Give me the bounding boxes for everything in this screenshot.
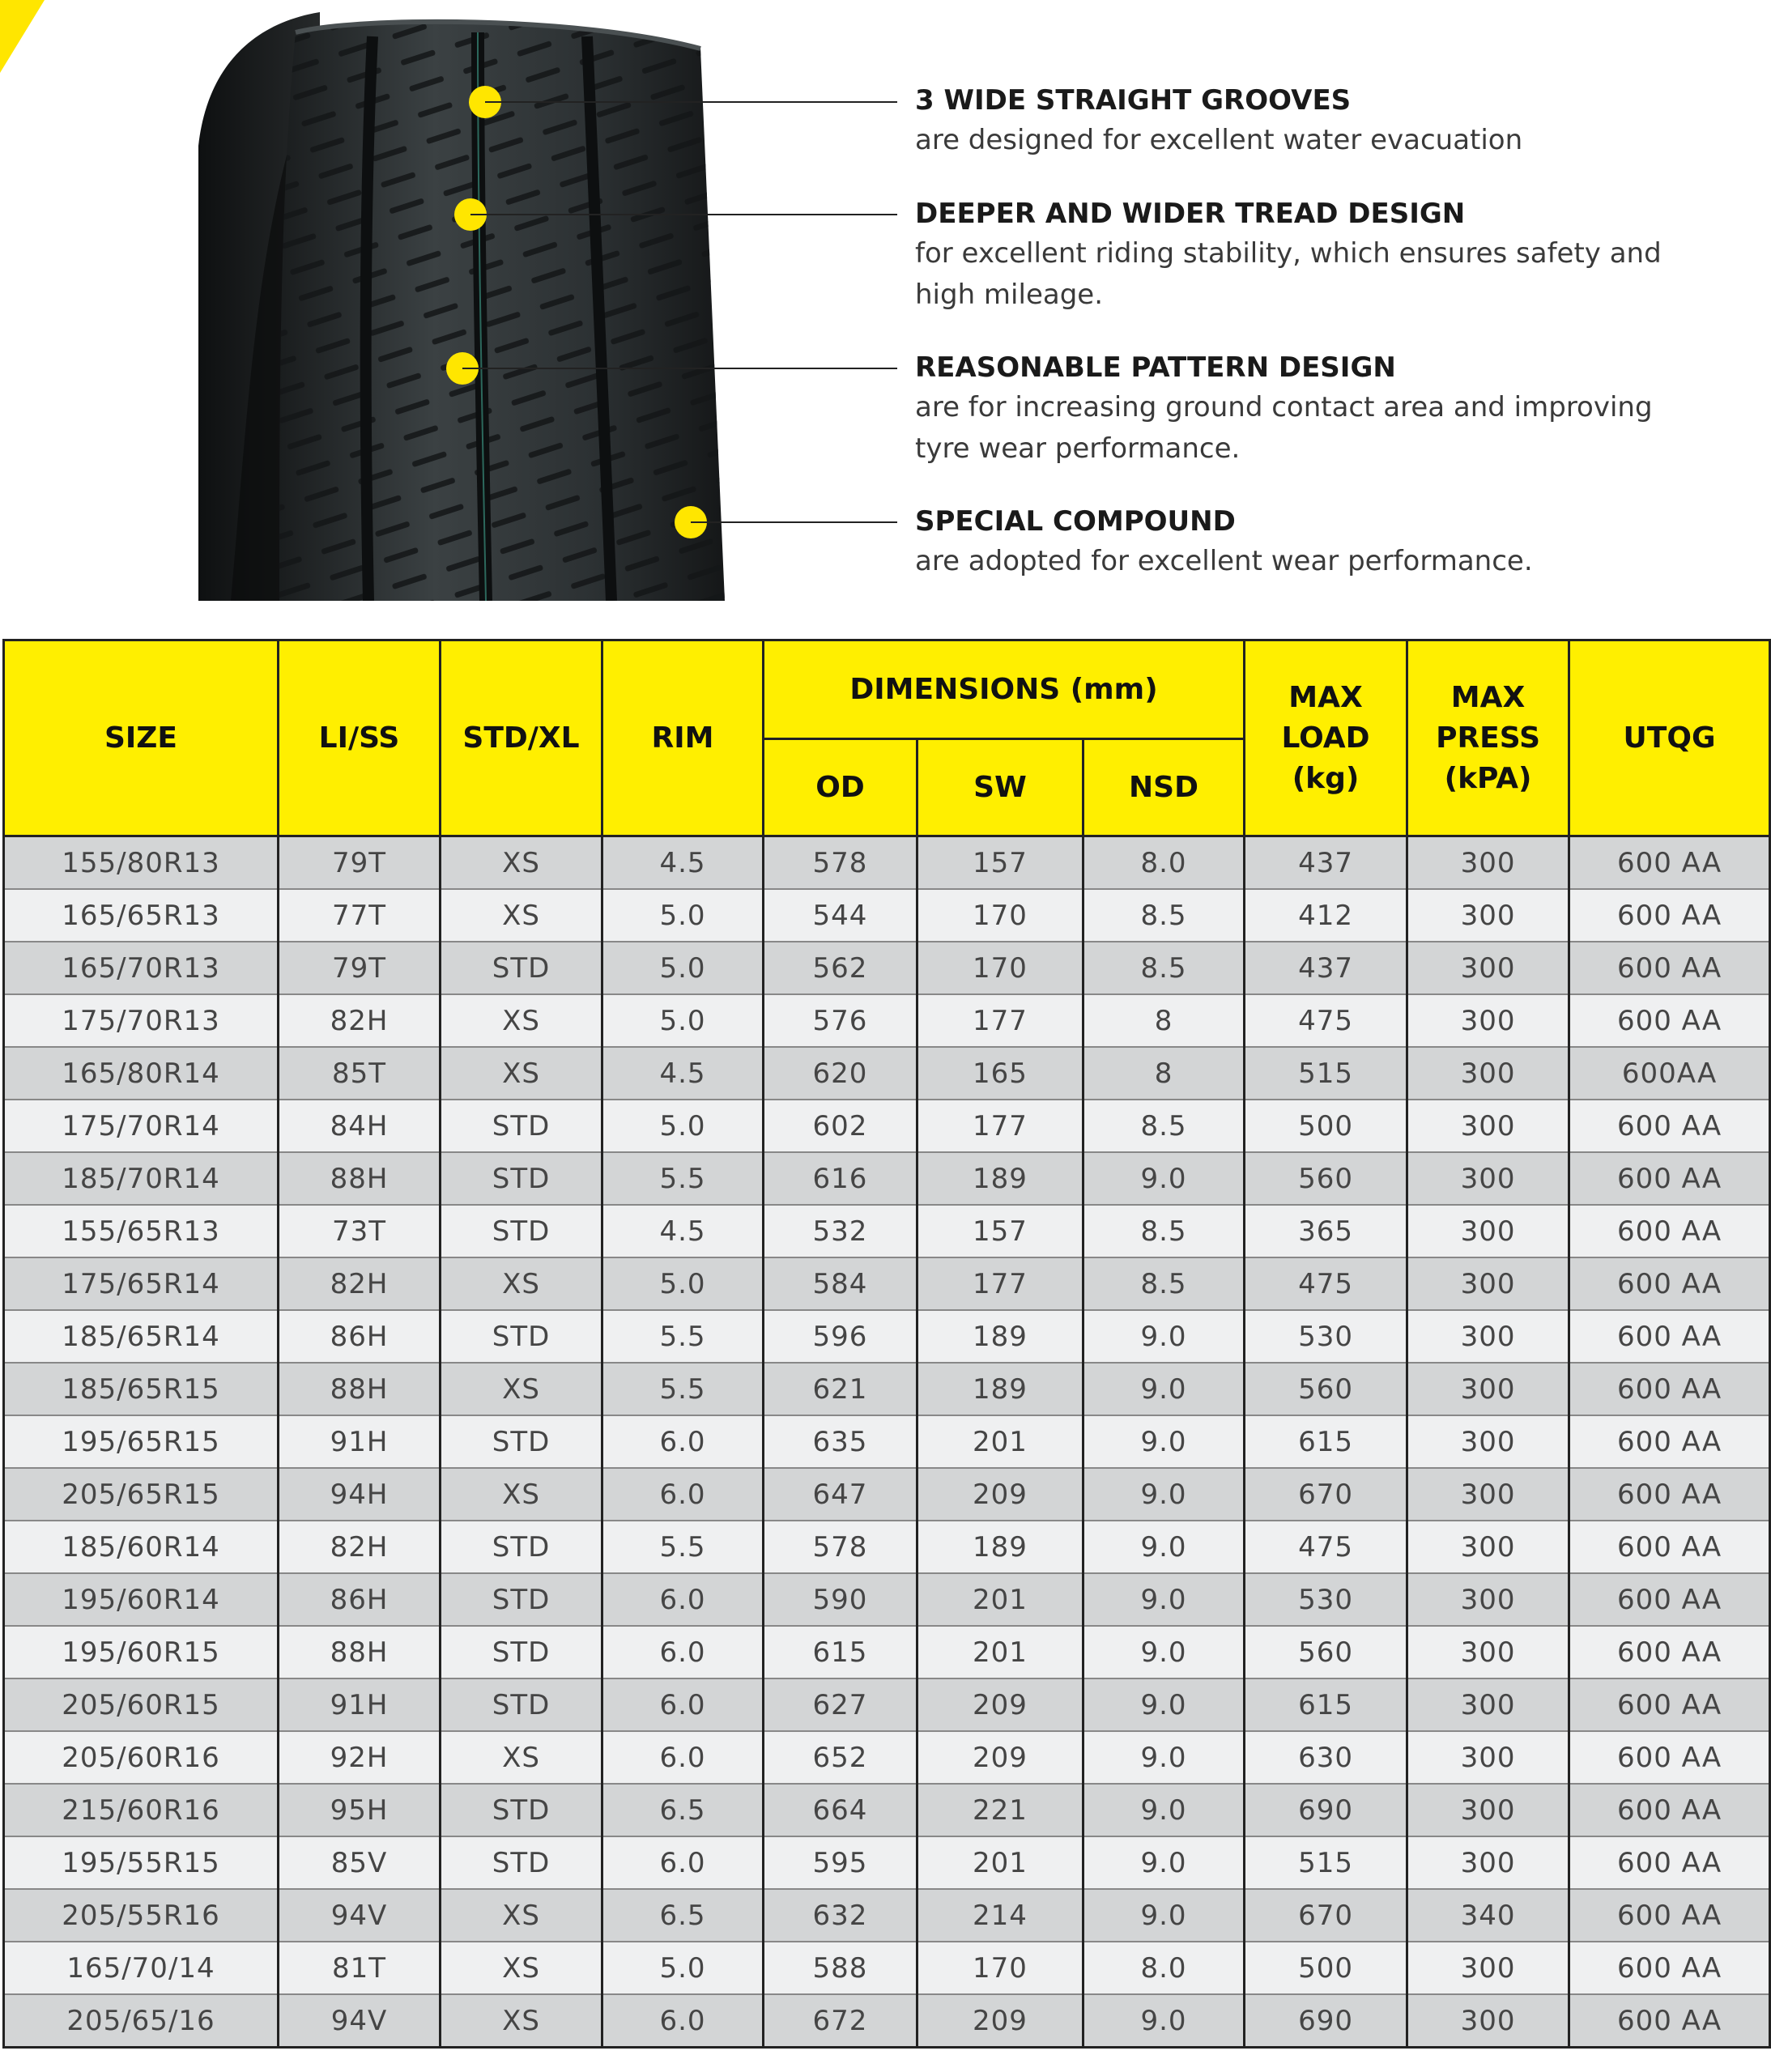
- cell-max-load: 475: [1245, 994, 1407, 1047]
- cell-sw: 209: [917, 1994, 1083, 2048]
- cell-utqg: 600 AA: [1569, 1994, 1770, 2048]
- cell-std-xl: XS: [441, 1889, 602, 1942]
- cell-std-xl: STD: [441, 942, 602, 994]
- cell-max-load: 475: [1245, 1521, 1407, 1573]
- header-size: SIZE: [4, 640, 279, 836]
- cell-nsd: 8.5: [1083, 942, 1245, 994]
- table-row: [4, 1678, 1770, 1731]
- cell-std-xl: XS: [441, 889, 602, 942]
- cell-max-load: 475: [1245, 1257, 1407, 1310]
- table-row: [4, 1310, 1770, 1363]
- cell-max-press: 300: [1407, 1678, 1569, 1731]
- cell-li-ss: 82H: [279, 994, 441, 1047]
- table-row: [4, 836, 1770, 890]
- cell-sw: 209: [917, 1678, 1083, 1731]
- cell-nsd: 9.0: [1083, 1784, 1245, 1836]
- cell-sw: 221: [917, 1784, 1083, 1836]
- cell-li-ss: 77T: [279, 889, 441, 942]
- cell-size: 155/65R13: [4, 1205, 279, 1257]
- cell-rim: 6.0: [602, 1994, 764, 2048]
- feature-title: DEEPER AND WIDER TREAD DESIGN: [915, 198, 1466, 230]
- cell-li-ss: 88H: [279, 1152, 441, 1205]
- cell-utqg: 600 AA: [1569, 1731, 1770, 1784]
- cell-nsd: 9.0: [1083, 1678, 1245, 1731]
- header-dimensions: DIMENSIONS (mm): [764, 640, 1245, 739]
- cell-utqg: 600 AA: [1569, 1836, 1770, 1889]
- cell-li-ss: 94H: [279, 1468, 441, 1521]
- cell-size: 185/70R14: [4, 1152, 279, 1205]
- header-max-load-line: (kg): [1292, 761, 1360, 795]
- cell-li-ss: 81T: [279, 1942, 441, 1994]
- header-max-press-line: PRESS: [1436, 721, 1540, 755]
- header-li-ss: LI/SS: [279, 640, 441, 836]
- cell-od: 584: [764, 1257, 917, 1310]
- cell-li-ss: 85V: [279, 1836, 441, 1889]
- cell-utqg: 600 AA: [1569, 1784, 1770, 1836]
- cell-li-ss: 88H: [279, 1626, 441, 1678]
- cell-sw: 170: [917, 942, 1083, 994]
- cell-max-load: 690: [1245, 1784, 1407, 1836]
- cell-od: 627: [764, 1678, 917, 1731]
- cell-utqg: 600 AA: [1569, 1626, 1770, 1678]
- cell-od: 672: [764, 1994, 917, 2048]
- cell-max-load: 515: [1245, 1836, 1407, 1889]
- cell-utqg: 600 AA: [1569, 1205, 1770, 1257]
- table-row: [4, 1784, 1770, 1836]
- cell-std-xl: STD: [441, 1678, 602, 1731]
- cell-od: 635: [764, 1415, 917, 1468]
- feature-special-compound: [915, 502, 1725, 582]
- cell-utqg: 600 AA: [1569, 1468, 1770, 1521]
- cell-sw: 189: [917, 1152, 1083, 1205]
- header-od: OD: [764, 739, 917, 836]
- cell-max-press: 300: [1407, 1626, 1569, 1678]
- cell-std-xl: STD: [441, 1521, 602, 1573]
- cell-size: 205/60R16: [4, 1731, 279, 1784]
- spec-table: [2, 639, 1771, 2049]
- cell-rim: 5.0: [602, 1942, 764, 1994]
- cell-od: 632: [764, 1889, 917, 1942]
- cell-sw: 201: [917, 1836, 1083, 1889]
- cell-max-press: 300: [1407, 1784, 1569, 1836]
- cell-od: 664: [764, 1784, 917, 1836]
- feature-title: REASONABLE PATTERN DESIGN: [915, 351, 1396, 384]
- cell-max-load: 515: [1245, 1047, 1407, 1100]
- cell-max-press: 300: [1407, 1415, 1569, 1468]
- cell-rim: 5.0: [602, 1100, 764, 1152]
- cell-max-press: 300: [1407, 1205, 1569, 1257]
- cell-size: 195/55R15: [4, 1836, 279, 1889]
- cell-max-load: 530: [1245, 1310, 1407, 1363]
- cell-size: 165/70/14: [4, 1942, 279, 1994]
- cell-max-press: 300: [1407, 1152, 1569, 1205]
- cell-sw: 165: [917, 1047, 1083, 1100]
- cell-li-ss: 86H: [279, 1310, 441, 1363]
- cell-rim: 5.5: [602, 1363, 764, 1415]
- cell-max-press: 300: [1407, 1573, 1569, 1626]
- cell-utqg: 600 AA: [1569, 994, 1770, 1047]
- header-max-press: [1407, 640, 1569, 836]
- header-max-press-line: (kPA): [1444, 761, 1532, 795]
- cell-rim: 6.0: [602, 1836, 764, 1889]
- header-rim: RIM: [602, 640, 764, 836]
- cell-rim: 5.0: [602, 1257, 764, 1310]
- cell-rim: 4.5: [602, 1047, 764, 1100]
- cell-sw: 209: [917, 1731, 1083, 1784]
- cell-od: 532: [764, 1205, 917, 1257]
- cell-rim: 6.0: [602, 1415, 764, 1468]
- cell-sw: 209: [917, 1468, 1083, 1521]
- cell-std-xl: XS: [441, 994, 602, 1047]
- cell-nsd: 9.0: [1083, 1836, 1245, 1889]
- cell-max-press: 300: [1407, 1521, 1569, 1573]
- cell-sw: 157: [917, 836, 1083, 890]
- cell-std-xl: STD: [441, 1205, 602, 1257]
- cell-od: 544: [764, 889, 917, 942]
- cell-utqg: 600 AA: [1569, 1573, 1770, 1626]
- table-row: [4, 1047, 1770, 1100]
- cell-od: 621: [764, 1363, 917, 1415]
- header-std-xl: STD/XL: [441, 640, 602, 836]
- cell-rim: 5.5: [602, 1310, 764, 1363]
- cell-sw: 177: [917, 1100, 1083, 1152]
- cell-max-load: 437: [1245, 836, 1407, 890]
- table-row: [4, 1889, 1770, 1942]
- cell-max-load: 560: [1245, 1363, 1407, 1415]
- cell-rim: 4.5: [602, 1205, 764, 1257]
- cell-size: 185/65R15: [4, 1363, 279, 1415]
- cell-size: 205/60R15: [4, 1678, 279, 1731]
- cell-max-press: 300: [1407, 1942, 1569, 1994]
- table-row: [4, 1468, 1770, 1521]
- cell-nsd: 9.0: [1083, 1152, 1245, 1205]
- cell-nsd: 9.0: [1083, 1521, 1245, 1573]
- cell-utqg: 600 AA: [1569, 1889, 1770, 1942]
- cell-size: 205/65/16: [4, 1994, 279, 2048]
- table-row: [4, 994, 1770, 1047]
- cell-max-press: 300: [1407, 836, 1569, 890]
- feature-desc: are designed for excellent water evacuation: [915, 124, 1523, 156]
- cell-max-press: 300: [1407, 1363, 1569, 1415]
- cell-max-load: 560: [1245, 1626, 1407, 1678]
- cell-max-load: 500: [1245, 1942, 1407, 1994]
- cell-nsd: 9.0: [1083, 1994, 1245, 2048]
- cell-od: 647: [764, 1468, 917, 1521]
- cell-size: 195/60R15: [4, 1626, 279, 1678]
- cell-std-xl: XS: [441, 1942, 602, 1994]
- cell-max-load: 615: [1245, 1415, 1407, 1468]
- cell-li-ss: 73T: [279, 1205, 441, 1257]
- table-row: [4, 1521, 1770, 1573]
- cell-sw: 201: [917, 1573, 1083, 1626]
- cell-size: 195/65R15: [4, 1415, 279, 1468]
- cell-od: 576: [764, 994, 917, 1047]
- cell-utqg: 600 AA: [1569, 1942, 1770, 1994]
- cell-max-load: 670: [1245, 1468, 1407, 1521]
- cell-std-xl: XS: [441, 836, 602, 890]
- cell-nsd: 9.0: [1083, 1415, 1245, 1468]
- cell-od: 578: [764, 1521, 917, 1573]
- cell-max-press: 300: [1407, 1310, 1569, 1363]
- cell-std-xl: XS: [441, 1468, 602, 1521]
- table-row: [4, 1415, 1770, 1468]
- cell-max-press: 300: [1407, 889, 1569, 942]
- cell-max-press: 300: [1407, 1994, 1569, 2048]
- header-max-load: [1245, 640, 1407, 836]
- cell-nsd: 9.0: [1083, 1889, 1245, 1942]
- feature-desc: are for increasing ground contact area and improving: [915, 391, 1653, 423]
- cell-li-ss: 91H: [279, 1678, 441, 1731]
- cell-std-xl: STD: [441, 1573, 602, 1626]
- cell-rim: 5.5: [602, 1521, 764, 1573]
- cell-sw: 189: [917, 1363, 1083, 1415]
- table-row: [4, 1626, 1770, 1678]
- cell-li-ss: 88H: [279, 1363, 441, 1415]
- cell-std-xl: STD: [441, 1784, 602, 1836]
- cell-nsd: 9.0: [1083, 1363, 1245, 1415]
- cell-std-xl: XS: [441, 1257, 602, 1310]
- cell-size: 175/65R14: [4, 1257, 279, 1310]
- table-row: [4, 1257, 1770, 1310]
- cell-size: 215/60R16: [4, 1784, 279, 1836]
- cell-od: 616: [764, 1152, 917, 1205]
- cell-max-press: 300: [1407, 1468, 1569, 1521]
- cell-size: 185/65R14: [4, 1310, 279, 1363]
- header-nsd: NSD: [1083, 739, 1245, 836]
- cell-li-ss: 94V: [279, 1994, 441, 2048]
- header-max-load-line: MAX: [1288, 680, 1363, 714]
- cell-std-xl: STD: [441, 1415, 602, 1468]
- cell-li-ss: 84H: [279, 1100, 441, 1152]
- cell-sw: 189: [917, 1310, 1083, 1363]
- cell-max-load: 500: [1245, 1100, 1407, 1152]
- cell-od: 562: [764, 942, 917, 994]
- cell-rim: 6.5: [602, 1784, 764, 1836]
- cell-utqg: 600 AA: [1569, 1100, 1770, 1152]
- cell-rim: 6.5: [602, 1889, 764, 1942]
- cell-od: 590: [764, 1573, 917, 1626]
- cell-max-load: 437: [1245, 942, 1407, 994]
- feature-tread-design: [915, 194, 1725, 316]
- cell-size: 175/70R13: [4, 994, 279, 1047]
- cell-li-ss: 82H: [279, 1257, 441, 1310]
- cell-od: 596: [764, 1310, 917, 1363]
- cell-nsd: 8: [1083, 1047, 1245, 1100]
- cell-li-ss: 92H: [279, 1731, 441, 1784]
- table-row: [4, 1205, 1770, 1257]
- cell-max-press: 300: [1407, 1836, 1569, 1889]
- table-row: [4, 1152, 1770, 1205]
- cell-rim: 6.0: [602, 1573, 764, 1626]
- cell-sw: 170: [917, 889, 1083, 942]
- cell-nsd: 8.5: [1083, 1205, 1245, 1257]
- header-max-load-line: LOAD: [1281, 721, 1370, 755]
- cell-od: 602: [764, 1100, 917, 1152]
- cell-std-xl: STD: [441, 1626, 602, 1678]
- cell-od: 652: [764, 1731, 917, 1784]
- cell-size: 175/70R14: [4, 1100, 279, 1152]
- cell-std-xl: XS: [441, 1047, 602, 1100]
- cell-size: 165/70R13: [4, 942, 279, 994]
- feature-grooves: [915, 81, 1725, 161]
- cell-size: 205/65R15: [4, 1468, 279, 1521]
- cell-max-load: 560: [1245, 1152, 1407, 1205]
- cell-std-xl: XS: [441, 1731, 602, 1784]
- cell-max-press: 300: [1407, 1047, 1569, 1100]
- cell-max-load: 530: [1245, 1573, 1407, 1626]
- cell-max-load: 412: [1245, 889, 1407, 942]
- table-row: [4, 1100, 1770, 1152]
- cell-max-press: 300: [1407, 942, 1569, 994]
- cell-utqg: 600 AA: [1569, 1257, 1770, 1310]
- feature-desc: high mileage.: [915, 279, 1104, 311]
- header-sw: SW: [917, 739, 1083, 836]
- cell-rim: 5.0: [602, 942, 764, 994]
- cell-utqg: 600 AA: [1569, 1521, 1770, 1573]
- cell-std-xl: STD: [441, 1310, 602, 1363]
- cell-utqg: 600 AA: [1569, 1678, 1770, 1731]
- cell-max-load: 615: [1245, 1678, 1407, 1731]
- cell-max-load: 630: [1245, 1731, 1407, 1784]
- cell-std-xl: XS: [441, 1994, 602, 2048]
- cell-rim: 5.0: [602, 889, 764, 942]
- cell-sw: 214: [917, 1889, 1083, 1942]
- cell-nsd: 8: [1083, 994, 1245, 1047]
- cell-utqg: 600 AA: [1569, 889, 1770, 942]
- cell-std-xl: XS: [441, 1363, 602, 1415]
- cell-rim: 6.0: [602, 1731, 764, 1784]
- table-row: [4, 1363, 1770, 1415]
- cell-nsd: 9.0: [1083, 1310, 1245, 1363]
- cell-nsd: 8.0: [1083, 1942, 1245, 1994]
- cell-utqg: 600 AA: [1569, 1310, 1770, 1363]
- cell-nsd: 8.5: [1083, 1257, 1245, 1310]
- cell-rim: 5.5: [602, 1152, 764, 1205]
- cell-rim: 4.5: [602, 836, 764, 890]
- cell-od: 595: [764, 1836, 917, 1889]
- feature-pattern-design: [915, 348, 1725, 470]
- cell-sw: 170: [917, 1942, 1083, 1994]
- cell-max-load: 670: [1245, 1889, 1407, 1942]
- table-row: [4, 1994, 1770, 2048]
- cell-utqg: 600 AA: [1569, 942, 1770, 994]
- cell-std-xl: STD: [441, 1100, 602, 1152]
- table-row: [4, 1573, 1770, 1626]
- cell-od: 588: [764, 1942, 917, 1994]
- cell-sw: 177: [917, 994, 1083, 1047]
- cell-sw: 201: [917, 1626, 1083, 1678]
- cell-std-xl: STD: [441, 1152, 602, 1205]
- cell-li-ss: 95H: [279, 1784, 441, 1836]
- cell-od: 615: [764, 1626, 917, 1678]
- cell-size: 165/80R14: [4, 1047, 279, 1100]
- cell-utqg: 600 AA: [1569, 836, 1770, 890]
- cell-nsd: 9.0: [1083, 1731, 1245, 1784]
- feature-desc: are adopted for excellent wear performance.: [915, 545, 1533, 577]
- cell-nsd: 9.0: [1083, 1626, 1245, 1678]
- cell-nsd: 8.5: [1083, 1100, 1245, 1152]
- header-utqg: UTQG: [1569, 640, 1770, 836]
- cell-rim: 6.0: [602, 1626, 764, 1678]
- cell-nsd: 9.0: [1083, 1468, 1245, 1521]
- cell-rim: 5.0: [602, 994, 764, 1047]
- cell-rim: 6.0: [602, 1678, 764, 1731]
- table-row: [4, 942, 1770, 994]
- cell-sw: 189: [917, 1521, 1083, 1573]
- cell-li-ss: 86H: [279, 1573, 441, 1626]
- cell-size: 165/65R13: [4, 889, 279, 942]
- feature-desc: tyre wear performance.: [915, 432, 1241, 465]
- cell-li-ss: 79T: [279, 836, 441, 890]
- cell-li-ss: 94V: [279, 1889, 441, 1942]
- cell-max-load: 690: [1245, 1994, 1407, 2048]
- table-row: [4, 1942, 1770, 1994]
- cell-utqg: 600 AA: [1569, 1363, 1770, 1415]
- cell-li-ss: 91H: [279, 1415, 441, 1468]
- feature-title: SPECIAL COMPOUND: [915, 505, 1236, 538]
- cell-max-press: 300: [1407, 994, 1569, 1047]
- header-max-press-line: MAX: [1450, 680, 1526, 714]
- cell-max-press: 300: [1407, 1100, 1569, 1152]
- cell-utqg: 600 AA: [1569, 1152, 1770, 1205]
- cell-max-press: 340: [1407, 1889, 1569, 1942]
- cell-nsd: 9.0: [1083, 1573, 1245, 1626]
- cell-utqg: 600 AA: [1569, 1415, 1770, 1468]
- cell-max-press: 300: [1407, 1731, 1569, 1784]
- cell-size: 185/60R14: [4, 1521, 279, 1573]
- cell-li-ss: 85T: [279, 1047, 441, 1100]
- spec-table-body: [4, 836, 1770, 2048]
- cell-sw: 201: [917, 1415, 1083, 1468]
- cell-nsd: 8.5: [1083, 889, 1245, 942]
- cell-max-load: 365: [1245, 1205, 1407, 1257]
- cell-od: 578: [764, 836, 917, 890]
- cell-od: 620: [764, 1047, 917, 1100]
- cell-std-xl: STD: [441, 1836, 602, 1889]
- feature-title: 3 WIDE STRAIGHT GROOVES: [915, 84, 1352, 117]
- cell-rim: 6.0: [602, 1468, 764, 1521]
- cell-li-ss: 82H: [279, 1521, 441, 1573]
- cell-sw: 157: [917, 1205, 1083, 1257]
- table-row: [4, 1731, 1770, 1784]
- cell-nsd: 8.0: [1083, 836, 1245, 890]
- cell-li-ss: 79T: [279, 942, 441, 994]
- cell-utqg: 600AA: [1569, 1047, 1770, 1100]
- table-row: [4, 889, 1770, 942]
- cell-max-press: 300: [1407, 1257, 1569, 1310]
- table-row: [4, 1836, 1770, 1889]
- cell-sw: 177: [917, 1257, 1083, 1310]
- cell-size: 155/80R13: [4, 836, 279, 890]
- cell-size: 205/55R16: [4, 1889, 279, 1942]
- feature-desc: for excellent riding stability, which ensures safety and: [915, 237, 1662, 270]
- cell-size: 195/60R14: [4, 1573, 279, 1626]
